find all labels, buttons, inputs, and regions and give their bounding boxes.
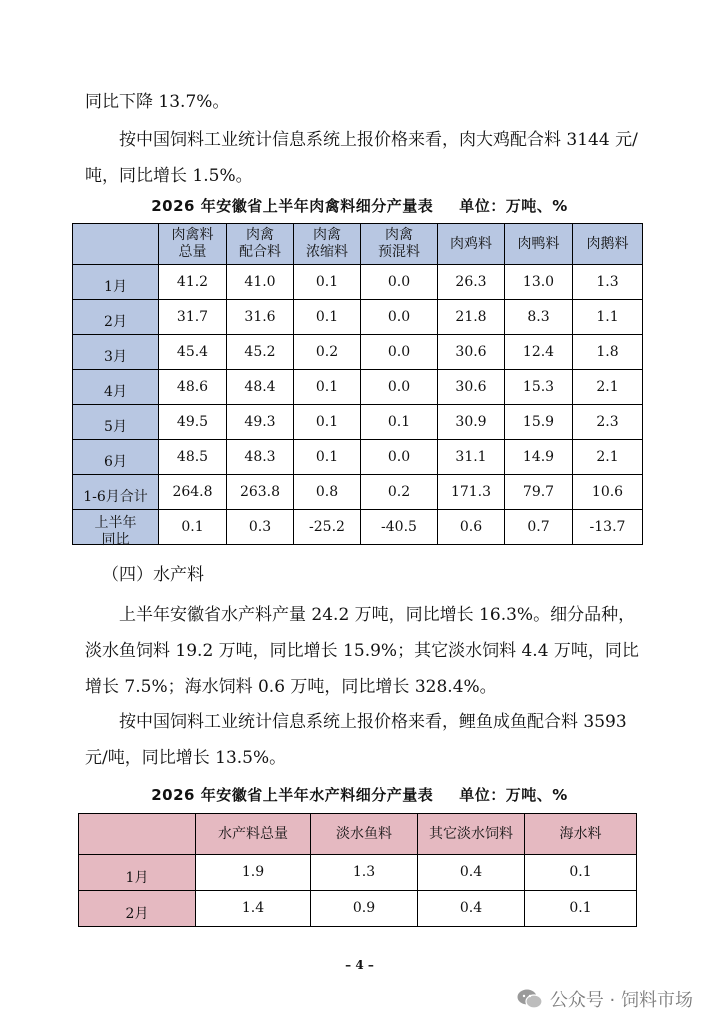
table-row (73, 440, 643, 475)
meat-cell: 12.4 (505, 335, 573, 370)
aqua-table-title: 2026 年安徽省上半年水产料细分产量表 (151, 786, 434, 804)
meat-cell: 30.9 (438, 405, 505, 440)
table-row (73, 405, 643, 440)
aqua-table-unit: 单位：万吨、% (459, 786, 568, 804)
meat-cell: 79.7 (505, 475, 573, 510)
meat-cell: 0.1 (294, 440, 361, 475)
meat-row-label (73, 265, 159, 300)
aqua-row-label-text: 1月 (125, 870, 149, 886)
meat-row-label (73, 510, 159, 548)
meat-cell: 45.2 (227, 335, 294, 370)
meat-row-label-text: 5月 (104, 418, 127, 435)
meat-cell: -25.2 (294, 510, 361, 545)
table-row (73, 370, 643, 405)
meat-table-unit: 单位：万吨、% (459, 197, 568, 215)
meat-cell: 49.5 (159, 405, 227, 440)
meat-header-7: 肉鹅料 (573, 224, 643, 265)
meat-cell: 171.3 (438, 475, 505, 510)
aquatic-feed-table (78, 813, 637, 927)
watermark-text: 公众号 · 饲料市场 (549, 990, 693, 1011)
meat-header-1: 肉禽料 总量 (159, 224, 227, 265)
aqua-header-3: 其它淡水饲料 (418, 814, 525, 855)
meat-row-label (73, 405, 159, 440)
meat-cell: 15.9 (505, 405, 573, 440)
meat-cell: 0.6 (438, 510, 505, 545)
aqua-row-label-text: 2月 (125, 906, 149, 922)
meat-cell: 264.8 (159, 475, 227, 510)
meat-cell: 13.0 (505, 265, 573, 300)
meat-cell: 48.4 (227, 370, 294, 405)
meat-cell: 48.5 (159, 440, 227, 475)
table-row (73, 265, 643, 300)
aqua-header-1: 水产料总量 (196, 814, 311, 855)
meat-cell: 0.1 (294, 370, 361, 405)
meat-cell: 45.4 (159, 335, 227, 370)
meat-header-5: 肉鸡料 (438, 224, 505, 265)
meat-row-label-text: 1月 (104, 278, 127, 295)
wechat-icon (516, 988, 544, 1010)
meat-cell: 14.9 (505, 440, 573, 475)
aqua-table-caption (0, 784, 719, 805)
meat-cell: 41.0 (227, 265, 294, 300)
meat-header-6: 肉鸭料 (505, 224, 573, 265)
meat-cell: 49.3 (227, 405, 294, 440)
table-row (79, 855, 637, 891)
aqua-header-4: 海水料 (525, 814, 637, 855)
meat-cell: 0.0 (361, 335, 438, 370)
aqua-row-label (79, 855, 196, 891)
meat-cell: 0.0 (361, 265, 438, 300)
table-row (73, 335, 643, 370)
meat-table-caption (0, 195, 719, 216)
meat-row-label (73, 300, 159, 335)
meat-row-label (73, 475, 159, 510)
meat-row-label-text: 4月 (104, 383, 127, 400)
meat-row-label-text: 3月 (104, 348, 127, 365)
meat-cell: 2.1 (573, 440, 643, 475)
meat-cell: 0.3 (227, 510, 294, 545)
meat-row-label-text: 1-6月合计 (83, 488, 148, 505)
meat-cell: 263.8 (227, 475, 294, 510)
meat-row-label (73, 335, 159, 370)
meat-row-label-text: 2月 (104, 313, 127, 330)
table-row (73, 475, 643, 510)
meat-cell: 0.0 (361, 440, 438, 475)
meat-cell: 0.0 (361, 300, 438, 335)
meat-poultry-feed-table (72, 223, 643, 548)
page-number: – 4 – (345, 958, 374, 972)
meat-row-label-text: 上半年 同比 (94, 515, 137, 548)
meat-row-label (73, 440, 159, 475)
meat-cell: 1.3 (573, 265, 643, 300)
meat-header-4: 肉禽 预混料 (361, 224, 438, 265)
meat-header-3: 肉禽 浓缩料 (294, 224, 361, 265)
paragraph-broiler-price: 按中国饲料工业统计信息系统上报价格来看，肉大鸡配合料 3144 元/吨，同比增长 1.5%。 (85, 130, 638, 186)
meat-cell: -13.7 (573, 510, 643, 545)
paragraph-carp-price: 按中国饲料工业统计信息系统上报价格来看，鲤鱼成鱼配合料 3593 元/吨，同比增长 13.5%。 (85, 712, 627, 768)
meat-cell: 31.7 (159, 300, 227, 335)
section-title-aquatic: （四）水产料 (102, 565, 204, 585)
table-row (79, 891, 637, 927)
meat-cell: 8.3 (505, 300, 573, 335)
aqua-row-label (79, 891, 196, 927)
aqua-cell: 0.4 (418, 891, 525, 927)
meat-cell: 1.1 (573, 300, 643, 335)
paragraph-aquatic-output: 上半年安徽省水产料产量 24.2 万吨，同比增长 16.3%。细分品种，淡水鱼饲料 19.2 万吨，同比增长 15.9%；其它淡水饲料 4.4 万吨，同比增长 7.5%；海水饲料 0.6 万吨，同比增长 328.4%。 (85, 605, 639, 697)
meat-cell: 0.1 (294, 300, 361, 335)
meat-cell: 21.8 (438, 300, 505, 335)
meat-table-title: 2026 年安徽省上半年肉禽料细分产量表 (151, 197, 434, 215)
paragraph-continuation: 同比下降 13.7%。 (85, 92, 230, 112)
aqua-header-0 (79, 814, 196, 855)
aqua-cell: 1.3 (311, 855, 418, 891)
meat-cell: 2.3 (573, 405, 643, 440)
meat-header-0 (73, 224, 159, 265)
aqua-cell: 1.4 (196, 891, 311, 927)
aqua-cell: 1.9 (196, 855, 311, 891)
meat-cell: 48.3 (227, 440, 294, 475)
aqua-cell: 0.1 (525, 855, 637, 891)
meat-cell: 0.1 (294, 265, 361, 300)
aqua-header-2: 淡水鱼料 (311, 814, 418, 855)
meat-cell: 0.0 (361, 370, 438, 405)
meat-cell: 2.1 (573, 370, 643, 405)
meat-cell: 0.2 (361, 475, 438, 510)
meat-cell: 26.3 (438, 265, 505, 300)
meat-cell: 30.6 (438, 370, 505, 405)
aqua-cell: 0.4 (418, 855, 525, 891)
meat-cell: 15.3 (505, 370, 573, 405)
meat-cell: 0.1 (159, 510, 227, 545)
meat-row-label-text: 6月 (104, 453, 127, 470)
meat-header-2: 肉禽 配合料 (227, 224, 294, 265)
watermark (516, 986, 693, 1012)
meat-cell: -40.5 (361, 510, 438, 545)
aqua-cell: 0.1 (525, 891, 637, 927)
meat-cell: 0.1 (294, 405, 361, 440)
meat-cell: 0.2 (294, 335, 361, 370)
aqua-cell: 0.9 (311, 891, 418, 927)
meat-cell: 41.2 (159, 265, 227, 300)
meat-cell: 0.1 (361, 405, 438, 440)
meat-cell: 48.6 (159, 370, 227, 405)
meat-row-label (73, 370, 159, 405)
meat-cell: 10.6 (573, 475, 643, 510)
meat-cell: 1.8 (573, 335, 643, 370)
meat-cell: 31.6 (227, 300, 294, 335)
table-row (73, 300, 643, 335)
meat-cell: 0.7 (505, 510, 573, 545)
meat-cell: 31.1 (438, 440, 505, 475)
meat-cell: 0.8 (294, 475, 361, 510)
meat-cell: 30.6 (438, 335, 505, 370)
table-row (73, 510, 643, 545)
